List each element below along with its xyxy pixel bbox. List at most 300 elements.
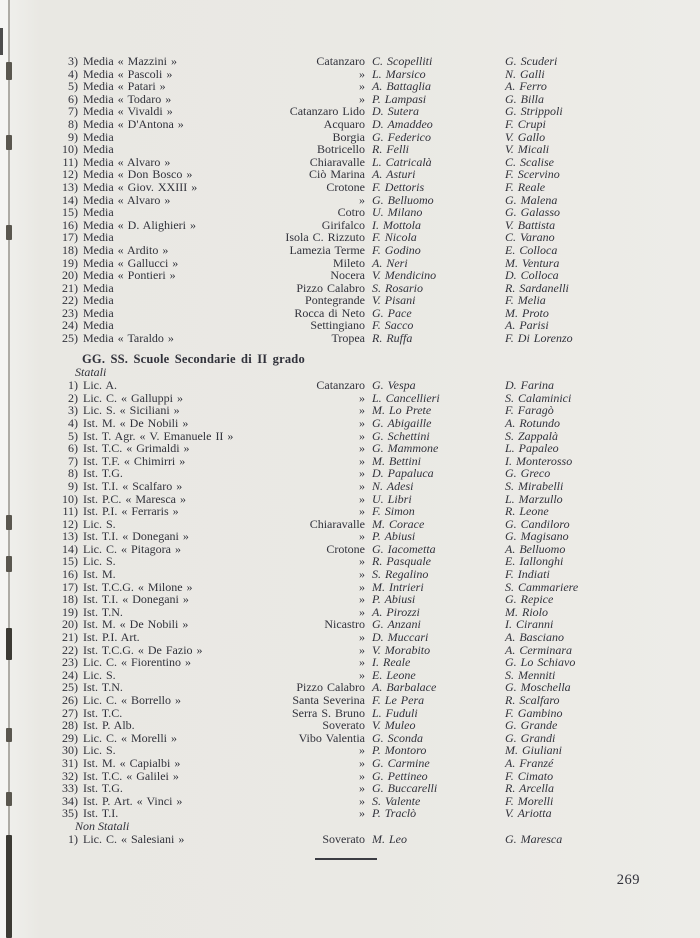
first-official-name: D. Amaddeo (372, 116, 433, 131)
row-number: 24) (62, 318, 78, 333)
second-official-name: G. Greco (505, 466, 551, 481)
first-official-name: A. Pirozzi (372, 604, 420, 619)
first-official-name: F. Le Pera (372, 693, 425, 707)
second-official-name: F. Gambino (505, 705, 563, 720)
location: Vibo Valentia (298, 730, 365, 745)
table-row (55, 455, 680, 468)
row-number: 34) (62, 793, 78, 808)
first-official-name: P. Montoro (372, 743, 427, 758)
second-official-name: F. Melia (505, 293, 546, 308)
second-official-name: M. Giuliani (505, 743, 562, 758)
row-number: 22) (62, 642, 78, 657)
second-official-name: V. Battista (505, 217, 556, 232)
second-official-name: G. Strippoli (505, 104, 563, 119)
first-official-name: G. Federico (372, 129, 431, 144)
location: Soverato (322, 718, 365, 733)
second-official-name: A. Ferro (505, 79, 547, 94)
table-row (55, 593, 680, 606)
location: Isola C. Rizzuto (285, 230, 365, 245)
school-name: Ist. T.F. « Chimirri » (83, 453, 186, 468)
row-number: 14) (62, 192, 78, 207)
school-name: Ist. T.C. « Galilei » (83, 768, 179, 783)
table-row (55, 143, 680, 156)
school-name: Lic. C. « Morelli » (83, 730, 177, 745)
table-row (55, 694, 680, 707)
school-name: Ist. T.G. (83, 466, 123, 481)
second-official-name: F. Reale (505, 179, 546, 194)
table-row (55, 795, 680, 808)
binding-mark (0, 28, 3, 55)
binding-mark (6, 515, 12, 530)
first-official-name: M. Bettini (372, 453, 421, 468)
first-official-name: I. Reale (372, 655, 411, 670)
first-official-name: G. Carmine (372, 755, 430, 770)
location: » (359, 554, 365, 569)
second-official-name: R. Sardanelli (505, 280, 569, 295)
row-number: 30) (62, 743, 78, 758)
school-name: Ist. T.C. (83, 705, 123, 720)
first-official-name: E. Leone (372, 667, 416, 682)
location: Chiaravalle (309, 516, 365, 531)
location: Crotone (326, 179, 365, 194)
first-official-name: V. Mendicino (372, 268, 437, 283)
binding-mark (6, 728, 12, 742)
first-official-name: A. Battaglia (372, 79, 431, 94)
first-official-name: F. Dettoris (372, 179, 425, 194)
second-official-name: G. Grande (505, 718, 558, 733)
first-official-name: A. Barbalace (372, 680, 437, 695)
row-number: 16) (62, 217, 78, 232)
row-number: 4) (68, 66, 78, 81)
location: » (359, 415, 365, 430)
school-name: Lic. S. (83, 516, 116, 531)
row-number: 22) (62, 293, 78, 308)
location: Acquaro (323, 116, 365, 131)
second-official-name: F. Faragò (505, 403, 554, 418)
location: » (359, 743, 365, 758)
table-row (55, 568, 680, 581)
location: Tropea (331, 331, 365, 346)
first-official-name: G. Anzani (372, 617, 421, 632)
statali-label: Statali (75, 365, 107, 380)
school-name: Ist. P. Alb. (83, 718, 135, 733)
school-name: Lic. C. « Salesiani » (83, 831, 185, 846)
table-row (55, 417, 680, 430)
table-row (55, 631, 680, 644)
row-number: 13) (62, 179, 78, 194)
row-number: 21) (62, 630, 78, 645)
table-row (55, 244, 680, 257)
location: Santa Severina (292, 693, 365, 707)
location: Settingiano (310, 318, 365, 333)
table-row (55, 757, 680, 770)
row-number: 13) (62, 529, 78, 544)
school-name: Ist. T.N. (83, 604, 123, 619)
school-name: Ist. T.N. (83, 680, 123, 695)
table-row (55, 206, 680, 219)
school-name: Media « Don Bosco » (83, 167, 193, 182)
second-official-name: F. Indiati (505, 567, 550, 582)
first-official-name: M. Intrieri (372, 579, 424, 594)
second-official-name: G. Lo Schiavo (505, 655, 576, 670)
location: Borgia (332, 129, 365, 144)
first-official-name: S. Rosario (372, 280, 424, 295)
first-official-name: F. Nicola (372, 230, 417, 245)
first-official-name: P. Lampasi (372, 91, 427, 106)
location: Mileto (333, 255, 365, 270)
second-official-name: G. Galasso (505, 205, 561, 220)
table-row (55, 131, 680, 144)
table-row (55, 656, 680, 669)
second-official-name: G. Grandi (505, 730, 556, 745)
school-name: Ist. T.G. (83, 781, 123, 796)
school-name: Lic. C. « Pitagora » (83, 541, 181, 556)
location: Ciò Marina (309, 167, 365, 182)
location: » (359, 79, 365, 94)
location: » (359, 192, 365, 207)
location: Pizzo Calabro (296, 680, 365, 695)
school-name: Media « Pontieri » (83, 268, 176, 283)
second-official-name: F. Scervino (505, 167, 560, 182)
first-official-name: D. Papaluca (372, 466, 434, 481)
table-row (55, 807, 680, 820)
school-name: Media « Gallucci » (83, 255, 179, 270)
row-number: 3) (68, 54, 78, 68)
second-official-name: C. Varano (505, 230, 555, 245)
location: » (359, 604, 365, 619)
first-official-name: G. Belluomo (372, 192, 434, 207)
row-number: 29) (62, 730, 78, 745)
second-official-name: A. Belluomo (505, 541, 566, 556)
row-number: 8) (68, 116, 78, 131)
table-row (55, 732, 680, 745)
school-name: Ist. P.I. Art. (83, 630, 140, 645)
table-row (55, 782, 680, 795)
row-number: 5) (68, 79, 78, 94)
row-number: 15) (62, 554, 78, 569)
row-number: 21) (62, 280, 78, 295)
first-official-name: R. Pasquale (372, 554, 431, 569)
table-row (55, 307, 680, 320)
school-name: Media (83, 305, 114, 320)
location: Nocera (330, 268, 365, 283)
statali-school-list (55, 379, 680, 820)
first-official-name: G. Pettineo (372, 768, 428, 783)
second-official-name: V. Ariotta (505, 806, 552, 821)
row-number: 9) (68, 129, 78, 144)
second-official-name: A. Basciano (505, 630, 564, 645)
school-name: Media « Todaro » (83, 91, 172, 106)
binding-mark (6, 62, 12, 80)
second-official-name: M. Ventura (505, 255, 560, 270)
second-official-name: R. Leone (505, 504, 549, 519)
school-name: Media « Taraldo » (83, 331, 174, 346)
table-row (55, 833, 680, 846)
school-name: Media « Mazzini » (83, 54, 177, 68)
school-name: Ist. M. « De Nobili » (83, 415, 189, 430)
first-official-name: R. Ruffa (372, 331, 413, 346)
table-row (55, 269, 680, 282)
row-number: 32) (62, 768, 78, 783)
second-official-name: G. Repice (505, 592, 554, 607)
row-number: 20) (62, 268, 78, 283)
first-official-name: N. Adesi (372, 478, 414, 493)
table-row (55, 181, 680, 194)
school-name: Media (83, 129, 114, 144)
school-name: Ist. P.I. « Ferraris » (83, 504, 179, 519)
first-official-name: P. Abiusi (372, 592, 416, 607)
non-statali-label: Non Statali (75, 818, 130, 833)
second-official-name: M. Proto (505, 305, 549, 320)
school-name: Ist. P. Art. « Vinci » (83, 793, 183, 808)
first-official-name: F. Sacco (372, 318, 414, 333)
school-name: Ist. T.I. « Donegani » (83, 529, 189, 544)
table-row (55, 332, 680, 345)
location: Nicastro (324, 617, 365, 632)
second-official-name: L. Marzullo (505, 491, 563, 506)
school-name: Lic. S. (83, 743, 116, 758)
school-name: Media « Giov. XXIII » (83, 179, 198, 194)
location: » (359, 768, 365, 783)
second-official-name: V. Micali (505, 142, 550, 157)
first-official-name: L. Marsico (372, 66, 426, 81)
binding-mark (6, 835, 12, 938)
first-official-name: G. Iacometta (372, 541, 436, 556)
second-official-name: G. Maresca (505, 831, 563, 846)
location: » (359, 667, 365, 682)
location: » (359, 592, 365, 607)
school-name: Media « Alvaro » (83, 192, 171, 207)
row-number: 25) (62, 331, 78, 346)
location: Catanzaro (316, 378, 365, 393)
location: Catanzaro Lido (289, 104, 365, 119)
row-number: 27) (62, 705, 78, 720)
first-official-name: G. Vespa (372, 378, 416, 393)
school-name: Media (83, 280, 114, 295)
school-name: Media (83, 205, 114, 220)
first-official-name: G. Buccarelli (372, 781, 438, 796)
location: » (359, 655, 365, 670)
row-number: 25) (62, 680, 78, 695)
school-name: Ist. T.C. « Grimaldi » (83, 441, 190, 456)
school-name: Media (83, 230, 114, 245)
first-official-name: V. Morabito (372, 642, 431, 657)
location: Girifalco (321, 217, 365, 232)
second-official-name: E. Iallonghi (505, 554, 564, 569)
location: » (359, 91, 365, 106)
location: » (359, 478, 365, 493)
second-official-name: A. Rotundo (505, 415, 560, 430)
row-number: 10) (62, 142, 78, 157)
table-row (55, 770, 680, 783)
row-number: 1) (68, 378, 78, 393)
school-name: Lic. C. « Galluppi » (83, 390, 183, 405)
second-official-name: G. Magisano (505, 529, 569, 544)
row-number: 23) (62, 305, 78, 320)
location: » (359, 806, 365, 821)
school-name: Media « D. Alighieri » (83, 217, 196, 232)
second-official-name: S. Zappalà (505, 428, 559, 443)
row-number: 17) (62, 230, 78, 245)
first-official-name: G. Sconda (372, 730, 423, 745)
first-official-name: R. Felli (372, 142, 409, 157)
first-official-name: U. Milano (372, 205, 423, 220)
first-official-name: M. Lo Prete (372, 403, 432, 418)
second-official-name: G. Scuderi (505, 54, 558, 68)
first-official-name: A. Asturi (372, 167, 416, 182)
table-row (55, 219, 680, 232)
first-official-name: F. Godino (372, 242, 421, 257)
page-number: 269 (616, 872, 640, 888)
second-official-name: G. Billa (505, 91, 544, 106)
second-official-name: A. Franzé (505, 755, 554, 770)
first-official-name: U. Libri (372, 491, 412, 506)
row-number: 7) (68, 104, 78, 119)
first-official-name: D. Sutera (372, 104, 419, 119)
row-number: 10) (62, 491, 78, 506)
binding-mark (6, 225, 12, 240)
row-number: 12) (62, 167, 78, 182)
school-name: Media « Ardito » (83, 242, 169, 257)
second-official-name: C. Scalise (505, 154, 554, 169)
row-number: 16) (62, 567, 78, 582)
school-name: Media (83, 318, 114, 333)
first-official-name: L. Catricalà (372, 154, 432, 169)
location: » (359, 453, 365, 468)
first-official-name: L. Fuduli (372, 705, 418, 720)
second-official-name: S. Mirabelli (505, 478, 564, 493)
location: Crotone (326, 541, 365, 556)
row-number: 12) (62, 516, 78, 531)
row-number: 20) (62, 617, 78, 632)
section-heading: GG. SS. Scuole Secondarie di II grado (82, 351, 305, 366)
school-name: Ist. P.C. « Maresca » (83, 491, 186, 506)
location: » (359, 642, 365, 657)
location: » (359, 466, 365, 481)
school-name: Ist. T.I. « Scalfaro » (83, 478, 183, 493)
row-number: 17) (62, 579, 78, 594)
location: » (359, 441, 365, 456)
row-number: 14) (62, 541, 78, 556)
school-name: Lic. S. (83, 667, 116, 682)
second-official-name: S. Menniti (505, 667, 556, 682)
school-name: Ist. T.C.G. « De Fazio » (83, 642, 203, 657)
table-row (55, 80, 680, 93)
first-official-name: G. Pace (372, 305, 412, 320)
school-name: Ist. T.C.G. « Milone » (83, 579, 193, 594)
school-name: Ist. M. « Capialbi » (83, 755, 181, 770)
table-row (55, 480, 680, 493)
binding-mark (6, 792, 12, 806)
row-number: 6) (68, 441, 78, 456)
second-official-name: A. Cerminara (505, 642, 572, 657)
table-row (55, 543, 680, 556)
row-number: 33) (62, 781, 78, 796)
school-name: Lic. S. (83, 554, 116, 569)
school-name: Media (83, 142, 114, 157)
row-number: 6) (68, 91, 78, 106)
location: » (359, 781, 365, 796)
location: » (359, 504, 365, 519)
second-official-name: L. Papaleo (505, 441, 559, 456)
location: Pizzo Calabro (296, 280, 365, 295)
second-official-name: R. Arcella (505, 781, 554, 796)
table-row (55, 505, 680, 518)
location: » (359, 793, 365, 808)
school-name: Media (83, 293, 114, 308)
location: Lamezia Terme (289, 242, 365, 257)
row-number: 19) (62, 255, 78, 270)
location: Serra S. Bruno (292, 705, 365, 720)
table-row (55, 719, 680, 732)
second-official-name: D. Colloca (505, 268, 559, 283)
second-official-name: F. Cimato (505, 768, 554, 783)
row-number: 18) (62, 242, 78, 257)
second-official-name: S. Calaminici (505, 390, 572, 405)
row-number: 18) (62, 592, 78, 607)
row-number: 5) (68, 428, 78, 443)
second-official-name: M. Riolo (505, 604, 548, 619)
row-number: 7) (68, 453, 78, 468)
school-name: Lic. C. « Fiorentino » (83, 655, 191, 670)
second-official-name: E. Colloca (505, 242, 558, 257)
row-number: 15) (62, 205, 78, 220)
table-row (55, 530, 680, 543)
page-content (55, 55, 680, 860)
first-official-name: M. Leo (372, 831, 407, 846)
second-official-name: F. Morelli (505, 793, 554, 808)
row-number: 1) (68, 831, 78, 846)
first-official-name: P. Traclò (372, 806, 417, 821)
first-official-name: L. Cancellieri (372, 390, 440, 405)
school-name: Ist. M. (83, 567, 116, 582)
school-name: Media « D'Antona » (83, 116, 184, 131)
row-number: 35) (62, 806, 78, 821)
school-name: Ist. M. « De Nobili » (83, 617, 189, 632)
table-row (55, 707, 680, 720)
row-number: 3) (68, 403, 78, 418)
second-official-name: G. Candiloro (505, 516, 570, 531)
row-number: 24) (62, 667, 78, 682)
second-official-name: F. Crupi (505, 116, 546, 131)
row-number: 2) (68, 390, 78, 405)
location: » (359, 529, 365, 544)
location: Cotro (337, 205, 365, 220)
second-official-name: N. Galli (505, 66, 545, 81)
row-number: 11) (62, 154, 78, 169)
school-name: Lic. S. « Siciliani » (83, 403, 180, 418)
second-official-name: F. Di Lorenzo (505, 331, 573, 346)
table-row (55, 294, 680, 307)
first-official-name: I. Mottola (372, 217, 421, 232)
second-official-name: S. Cammariere (505, 579, 579, 594)
second-official-name: D. Farina (505, 378, 554, 393)
location: Rocca di Neto (294, 305, 365, 320)
divider-rule (315, 858, 377, 860)
second-official-name: G. Malena (505, 192, 558, 207)
location: Pontegrande (305, 293, 365, 308)
school-name: Lic. C. « Borrello » (83, 693, 181, 707)
binding-mark (6, 628, 12, 660)
table-row (55, 618, 680, 631)
first-official-name: P. Abiusi (372, 529, 416, 544)
table-row (55, 194, 680, 207)
location: » (359, 491, 365, 506)
school-name: Ist. T.I. (83, 806, 119, 821)
first-official-name: D. Muccari (372, 630, 429, 645)
location: » (359, 567, 365, 582)
second-official-name: G. Moschella (505, 680, 571, 695)
